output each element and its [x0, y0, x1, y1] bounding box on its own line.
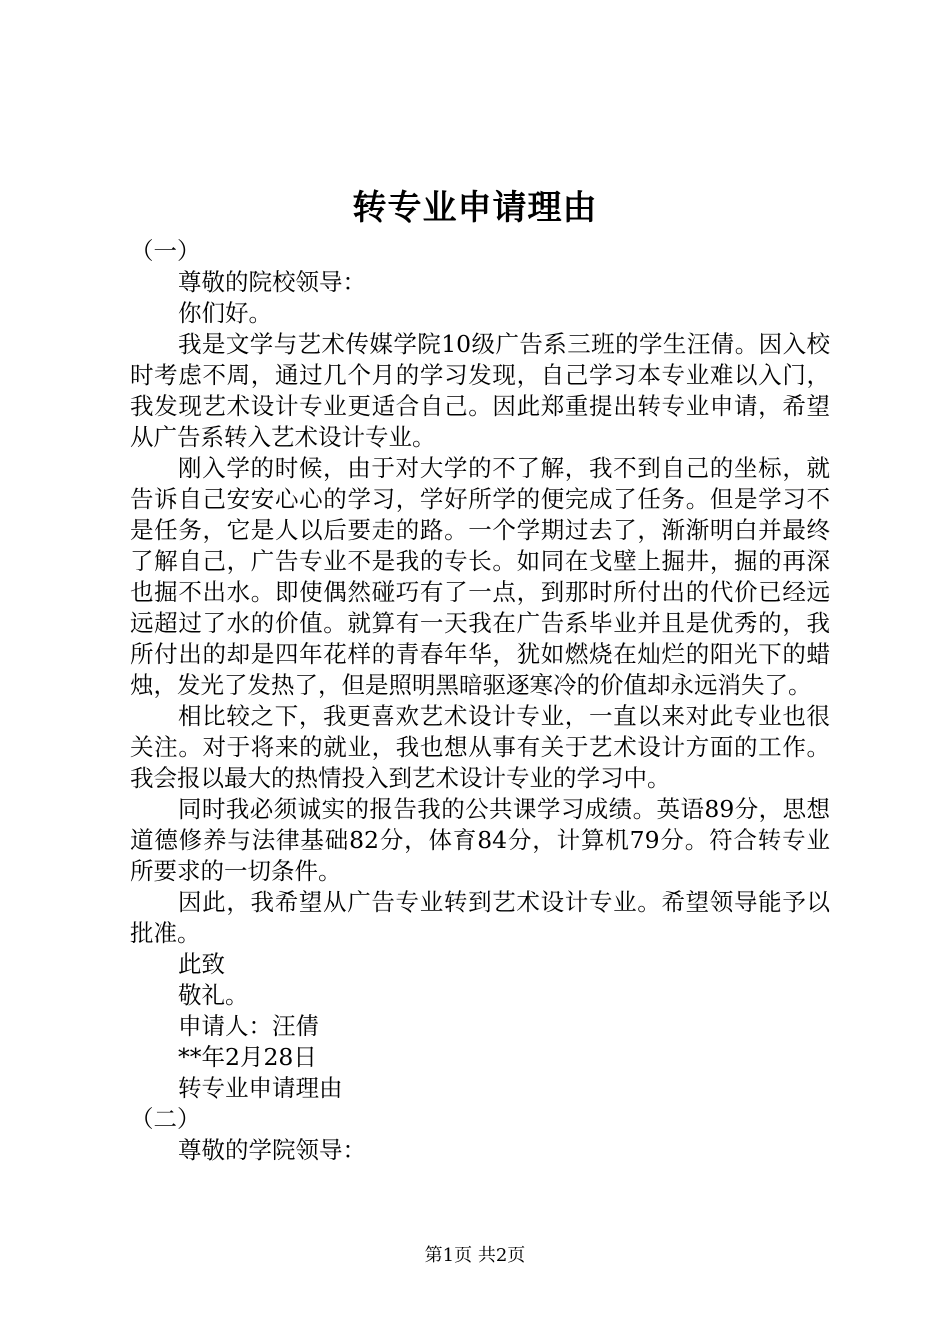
document-title: 转专业申请理由 [352, 188, 598, 228]
paragraph-grades: 同时我必须诚实的报告我的公共课学习成绩。英语89分，思想道德修养与法律基础82分，体育84分，计算机79分。符合转专业所要求的一切条件。 [130, 795, 830, 885]
section-marker-1: （一） [130, 237, 201, 265]
section-marker-2: （二） [130, 1105, 201, 1133]
salutation-2: 尊敬的学院领导： [178, 1136, 366, 1164]
paragraph-intro: 我是文学与艺术传媒学院10级广告系三班的学生汪倩。因入校时考虑不周，通过几个月的学习发现，自己学习本专业难以入门，我发现艺术设计专业更适合自己。因此郑重提出转专业申请，希望从广告系转入艺术设计专业。 [130, 330, 830, 451]
page-footer: 第1页 共2页 [424, 1245, 526, 1266]
closing-1: 此致 [178, 950, 225, 978]
repeat-title: 转专业申请理由 [178, 1074, 343, 1102]
paragraph-request: 因此，我希望从广告专业转到艺术设计专业。希望领导能予以批准。 [130, 888, 830, 947]
closing-2: 敬礼。 [178, 981, 249, 1009]
greeting: 你们好。 [178, 299, 272, 327]
document-body [130, 236, 830, 1166]
paragraph-reason: 刚入学的时候，由于对大学的不了解，我不到自己的坐标，就告诉自己安安心心的学习，学好所学的便完成了任务。但是学习不是任务，它是人以后要走的路。一个学期过去了，渐渐明白并最终了解自己，广告专业不是我的专长。如同在戈壁上掘井，掘的再深也掘不出水。即使偶然碰巧有了一点，到那时所付出的代价已经远远超过了水的价值。就算有一天我在广告系毕业并且是优秀的，我所付出的却是四年花样的青春年华，犹如燃烧在灿烂的阳光下的蜡烛，发光了发热了，但是照明黑暗驱逐寒冷的价值却永远消失了。 [130, 454, 830, 699]
application-date: **年2月28日 [178, 1043, 317, 1071]
salutation-1: 尊敬的院校领导： [178, 268, 366, 296]
applicant-signature: 申请人：汪倩 [178, 1012, 319, 1040]
paragraph-interest: 相比较之下，我更喜欢艺术设计专业，一直以来对此专业也很关注。对于将来的就业，我也想从事有关于艺术设计方面的工作。我会报以最大的热情投入到艺术设计专业的学习中。 [130, 702, 830, 792]
